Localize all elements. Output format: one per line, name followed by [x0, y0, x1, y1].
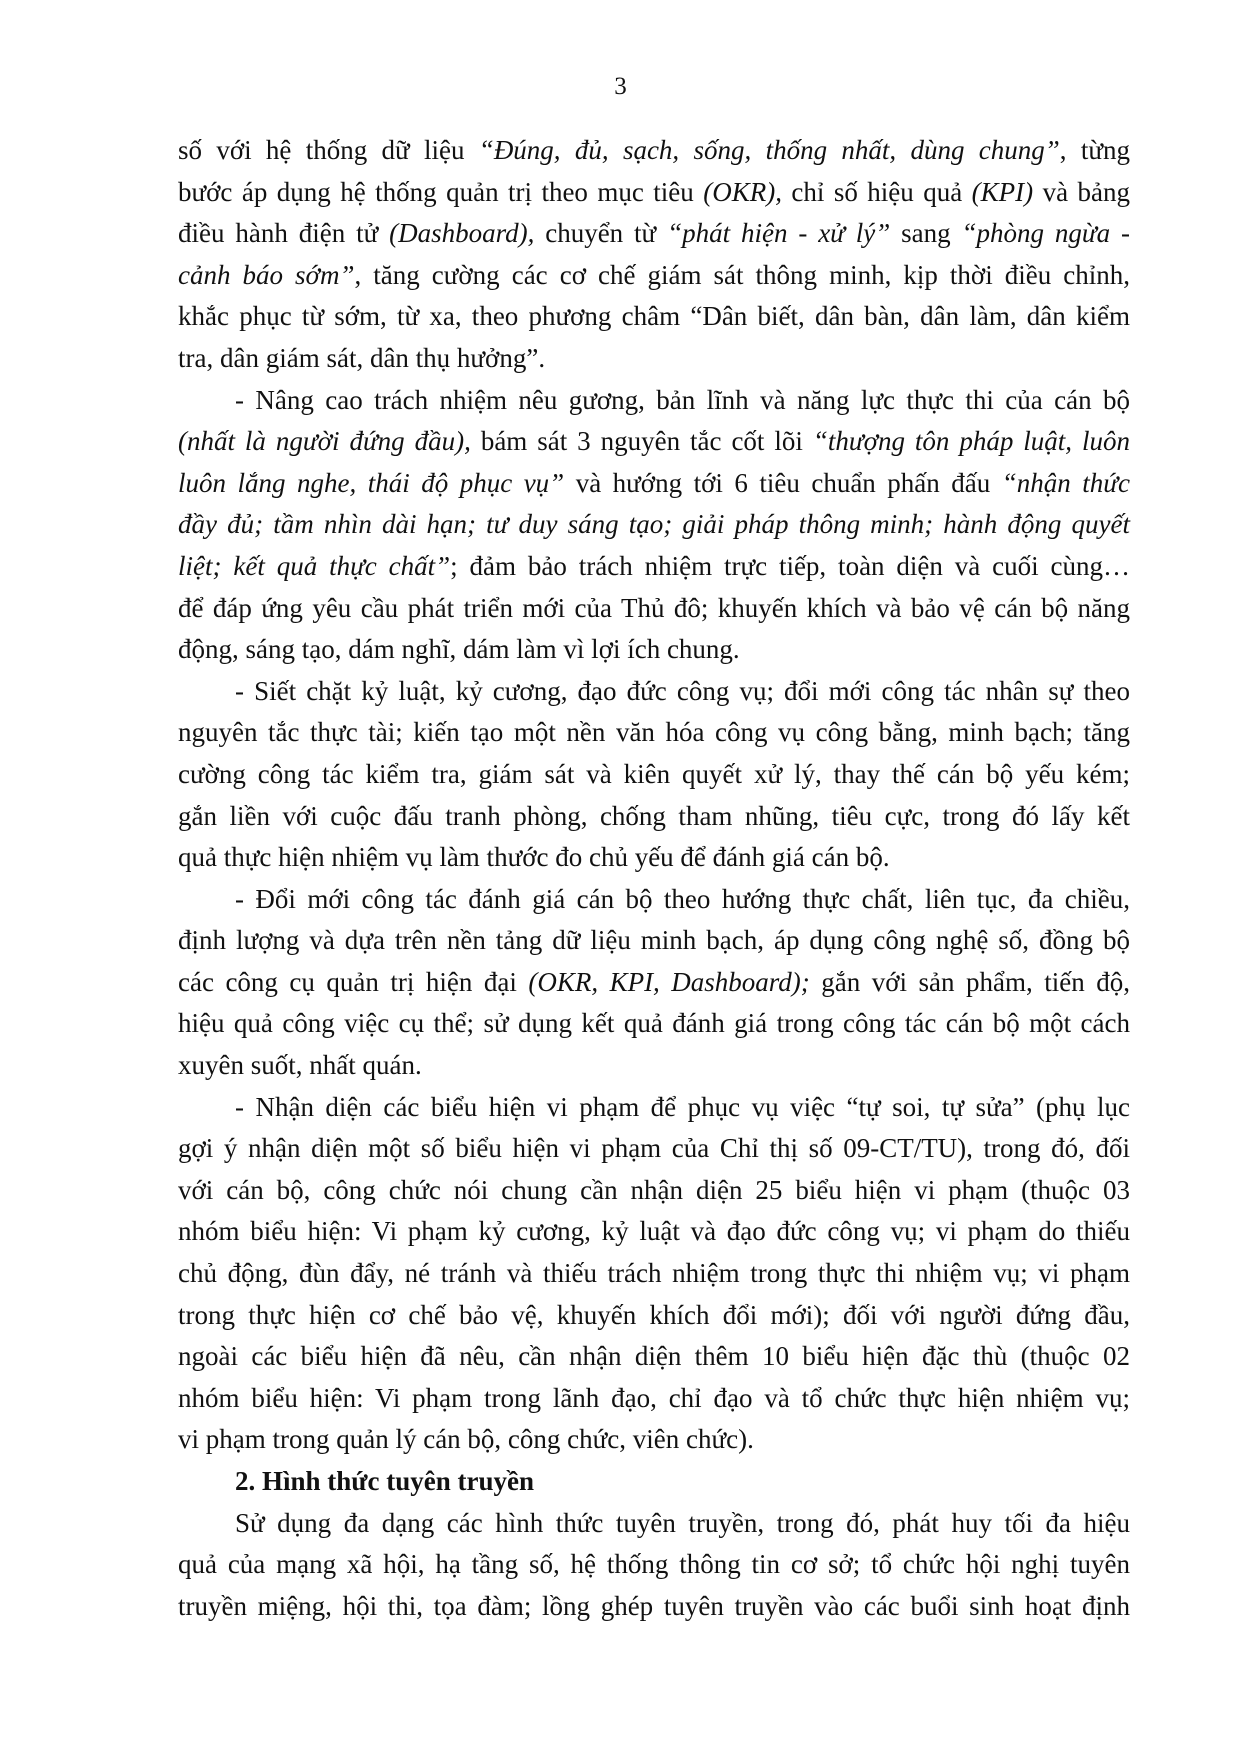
text-segment: quả của mạng xã hội, hạ tầng số, hệ thống thông tin cơ sở; tổ chức hội nghị tuyên [178, 1549, 1130, 1580]
text-segment: hiệu quả công việc cụ thể; sử dụng kết quả đánh giá trong công tác cán bộ một cách [178, 1008, 1130, 1039]
text-line [178, 255, 1130, 297]
text-line [178, 1003, 1130, 1045]
text-segment: bước áp dụng hệ thống quản trị theo mục tiêu [178, 176, 704, 207]
italic-text: (KPI) [971, 176, 1034, 207]
text-segment: gợi ý nhận diện một số biểu hiện vi phạm của Chỉ thị số 09-CT/TU), trong đó, đối [178, 1133, 1130, 1164]
text-line [178, 130, 1130, 172]
italic-text: “thượng tôn pháp luật, luôn [812, 426, 1130, 457]
text-segment: số với hệ thống dữ liệu [178, 135, 479, 165]
text-segment: để đáp ứng yêu cầu phát triển mới của Thủ đô; khuyến khích và bảo vệ cán bộ năng [178, 592, 1130, 623]
italic-text: (OKR, KPI, Dashboard); [528, 966, 810, 997]
text-line [178, 1586, 1130, 1628]
text-line [178, 879, 1130, 921]
text-line [178, 1336, 1130, 1378]
italic-text: “phát hiện - xử lý” [667, 218, 891, 249]
text-segment: với cán bộ, công chức nói chung cần nhận diện 25 biểu hiện vi phạm (thuộc 03 [178, 1174, 1130, 1205]
text-segment: bám sát 3 nguyên tắc cốt lõi [470, 426, 813, 457]
text-line [178, 920, 1130, 962]
text-line [178, 1128, 1130, 1170]
text-segment: xuyên suốt, nhất quán. [178, 1050, 422, 1081]
text-line [178, 1087, 1130, 1129]
text-segment: vi phạm trong quản lý cán bộ, công chức, viên chức). [178, 1424, 754, 1455]
text-line [178, 1045, 1130, 1087]
text-segment: tra, dân giám sát, dân thụ hưởng”. [178, 342, 546, 373]
text-segment: và hướng tới 6 tiêu chuẩn phấn đấu [564, 467, 1002, 498]
text-line [178, 1295, 1130, 1337]
text-line [178, 1211, 1130, 1253]
italic-text: “Đúng, đủ, sạch, sống, thống nhất, dùng chung” [478, 135, 1060, 165]
text-segment: quả thực hiện nhiệm vụ làm thước đo chủ yếu để đánh giá cán bộ. [178, 842, 890, 873]
italic-text: “nhận thức [1001, 467, 1130, 498]
text-segment: truyền miệng, hội thi, tọa đàm; lồng ghép tuyên truyền vào các buổi sinh hoạt định [178, 1590, 1130, 1621]
italic-text: (Dashboard), [389, 218, 535, 249]
text-segment: các công cụ quản trị hiện đại [178, 966, 529, 997]
text-line [178, 1544, 1130, 1586]
text-segment: nhóm biểu hiện: Vi phạm kỷ cương, kỷ luật và đạo đức công vụ; vi phạm do thiếu [178, 1216, 1130, 1247]
text-segment: nhóm biểu hiện: Vi phạm trong lãnh đạo, chỉ đạo và tổ chức thực hiện nhiệm vụ; [178, 1382, 1130, 1413]
text-segment: - Nâng cao trách nhiệm nêu gương, bản lĩnh và năng lực thực thi của cán bộ [235, 384, 1130, 415]
text-line [178, 546, 1130, 588]
text-line [178, 1419, 1130, 1461]
text-line [178, 172, 1130, 214]
text-line [178, 1170, 1130, 1212]
text-segment: trong thực hiện cơ chế bảo vệ, khuyến khích đổi mới); đối với người đứng đầu, [178, 1299, 1130, 1330]
text-line [178, 1253, 1130, 1295]
text-segment: gắn liền với cuộc đấu tranh phòng, chống tham nhũng, tiêu cực, trong đó lấy kết [178, 800, 1130, 831]
page-number: 3 [614, 73, 627, 100]
text-line [178, 213, 1130, 255]
text-segment: định lượng và dựa trên nền tảng dữ liệu minh bạch, áp dụng công nghệ số, đồng bộ [178, 925, 1130, 956]
text-line [178, 837, 1130, 879]
text-segment: khắc phục từ sớm, từ xa, theo phương châm “Dân biết, dân bàn, dân làm, dân kiểm [178, 301, 1130, 332]
italic-text: luôn lắng nghe, thái độ phục vụ” [178, 467, 565, 498]
text-segment: 2. Hình thức tuyên truyền [235, 1466, 534, 1496]
text-segment: động, sáng tạo, dám nghĩ, dám làm vì lợi ích chung. [178, 634, 740, 665]
text-line [178, 1503, 1130, 1545]
text-segment: nguyên tắc thực tài; kiến tạo một nền văn hóa công vụ công bằng, minh bạch; tăng [178, 717, 1130, 748]
text-line [178, 712, 1130, 754]
text-segment: gắn với sản phẩm, tiến độ, [809, 966, 1130, 997]
section-heading [178, 1461, 1130, 1503]
text-line [178, 629, 1130, 671]
italic-text: cảnh báo sớm” [178, 259, 355, 290]
italic-text: (nhất là người đứng đầu), [178, 426, 471, 457]
italic-text: liệt; kết quả thực chất” [178, 550, 451, 581]
text-segment: cường công tác kiểm tra, giám sát và kiên quyết xử lý, thay thế cán bộ yếu kém; [178, 758, 1130, 789]
text-segment: ngoài các biểu hiện đã nêu, cần nhận diện thêm 10 biểu hiện đặc thù (thuộc 02 [178, 1341, 1130, 1372]
text-segment: điều hành điện tử [178, 218, 390, 249]
text-line [178, 671, 1130, 713]
text-segment: - Siết chặt kỷ luật, kỷ cương, đạo đức công vụ; đổi mới công tác nhân sự theo [235, 675, 1130, 706]
text-line [178, 338, 1130, 380]
text-segment: ; đảm bảo trách nhiệm trực tiếp, toàn diện và cuối cùng… [450, 550, 1130, 581]
text-segment: sang [890, 218, 962, 249]
text-segment: - Nhận diện các biểu hiện vi phạm để phục vụ việc “tự soi, tự sửa” (phụ lục [235, 1091, 1130, 1122]
text-segment: , từng [1059, 135, 1130, 165]
text-line [178, 296, 1130, 338]
italic-text: (OKR), [703, 176, 782, 207]
text-line [178, 380, 1130, 422]
text-line [178, 796, 1130, 838]
text-segment: và bảng [1033, 176, 1130, 207]
text-line [178, 962, 1130, 1004]
italic-text: “phòng ngừa - [961, 218, 1131, 249]
italic-text: đầy đủ; tầm nhìn dài hạn; tư duy sáng tạo; giải pháp thông minh; hành động quyết [178, 509, 1130, 540]
text-line [178, 588, 1130, 630]
text-line [178, 463, 1130, 505]
text-line [178, 421, 1130, 463]
text-segment: chỉ số hiệu quả [781, 176, 972, 207]
text-segment: chuyển từ [534, 218, 668, 249]
text-line [178, 504, 1130, 546]
text-segment: - Đổi mới công tác đánh giá cán bộ theo hướng thực chất, liên tục, đa chiều, [235, 883, 1130, 914]
document-body [178, 130, 1130, 1627]
text-segment: Sử dụng đa dạng các hình thức tuyên truyền, trong đó, phát huy tối đa hiệu [235, 1507, 1130, 1538]
text-line [178, 754, 1130, 796]
text-segment: chủ động, đùn đẩy, né tránh và thiếu trách nhiệm trong thực thi nhiệm vụ; vi phạm [178, 1258, 1130, 1289]
text-line [178, 1378, 1130, 1420]
text-segment: , tăng cường các cơ chế giám sát thông minh, kịp thời điều chỉnh, [354, 259, 1130, 290]
